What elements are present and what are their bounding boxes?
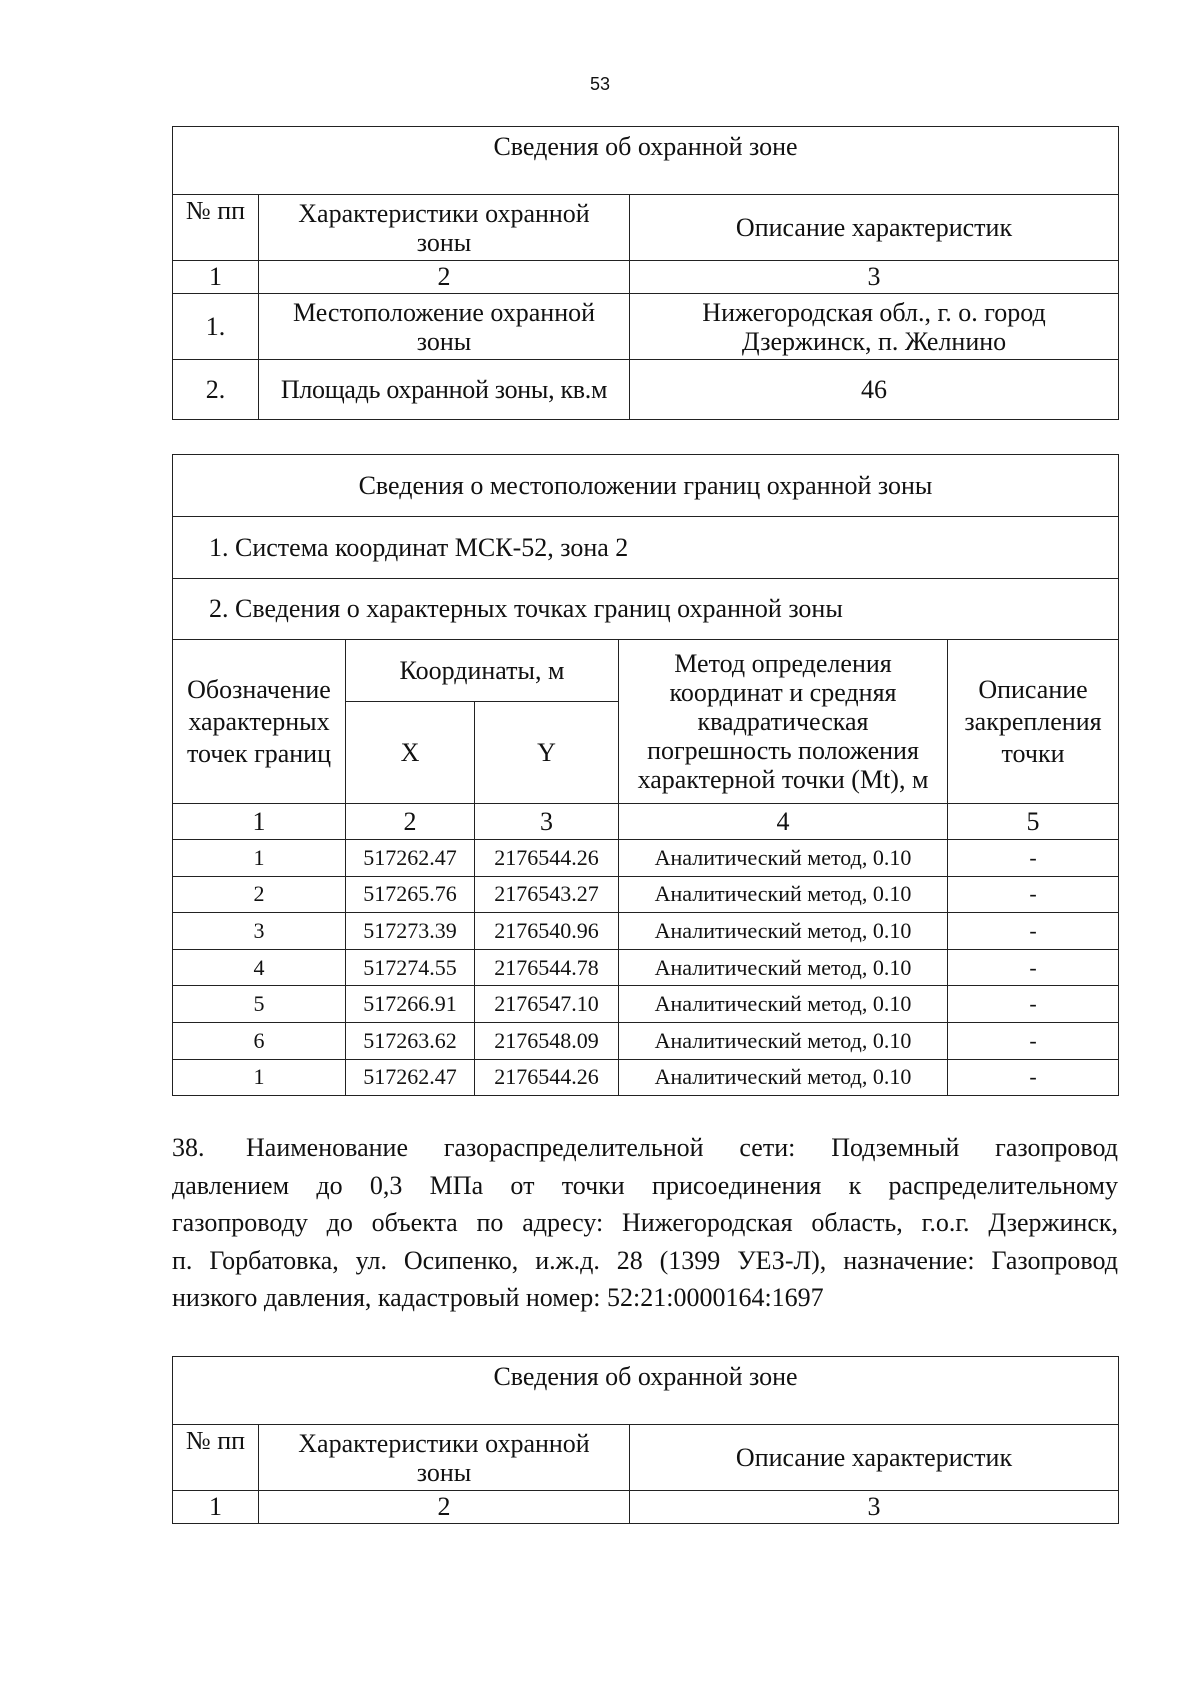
point-method: Аналитический метод, 0.10 [619, 840, 948, 877]
point-method: Аналитический метод, 0.10 [619, 986, 948, 1023]
header-fixing-line: закрепления [964, 706, 1102, 736]
header-x: X [346, 702, 475, 804]
point-y: 2176544.26 [475, 840, 619, 877]
header-method-line: характерной точки (Mt), м [637, 765, 929, 794]
index-cell: 2 [259, 1491, 630, 1524]
point-fixing: - [948, 949, 1119, 986]
index-cell: 3 [630, 261, 1119, 294]
row-num: 2. [173, 360, 259, 420]
header-designation [173, 640, 346, 804]
index-cell: 5 [948, 804, 1119, 840]
point-id: 1 [173, 1059, 346, 1096]
point-x: 517262.47 [346, 840, 475, 877]
protected-zone-table [172, 126, 1119, 420]
page-number: 53 [589, 74, 611, 94]
header-characteristic-line: зоны [416, 227, 472, 257]
table-row [173, 294, 1119, 360]
header-coordinates: Координаты, м [346, 640, 619, 702]
point-x: 517266.91 [346, 986, 475, 1023]
header-description: Описание характеристик [630, 195, 1119, 261]
header-designation-line: точек границ [186, 738, 332, 768]
point-fixing: - [948, 986, 1119, 1023]
row-description [630, 294, 1119, 360]
header-characteristic-line: Характеристики охранной [298, 198, 590, 228]
point-method: Аналитический метод, 0.10 [619, 1022, 948, 1059]
table-title: Сведения об охранной зоне [173, 1357, 1119, 1425]
header-characteristic-line: Характеристики охранной [298, 1428, 590, 1458]
paragraph-line: п. Горбатовка, ул. Осипенко, и.ж.д. 28 (1399 УЕЗ-Л), назначение: Газопровод [172, 1245, 1118, 1275]
row-description-line: Дзержинск, п. Желнино [741, 326, 1007, 356]
header-designation-line: Обозначение [187, 674, 331, 704]
header-description: Описание характеристик [630, 1425, 1119, 1491]
point-fixing: - [948, 876, 1119, 913]
point-x: 517265.76 [346, 876, 475, 913]
table-row [173, 840, 1119, 877]
point-y: 2176540.96 [475, 913, 619, 950]
header-y: Y [475, 702, 619, 804]
header-fixing [948, 640, 1119, 804]
point-id: 6 [173, 1022, 346, 1059]
paragraph-line-text: Наименование газораспределительной сети: Подземный газопровод [246, 1133, 1118, 1162]
row-characteristic: Площадь охранной зоны, кв.м [259, 360, 630, 420]
table-row [173, 1059, 1119, 1096]
paragraph-number: 38. [172, 1133, 205, 1162]
point-id: 5 [173, 986, 346, 1023]
point-fixing: - [948, 840, 1119, 877]
point-id: 4 [173, 949, 346, 986]
point-method: Аналитический метод, 0.10 [619, 876, 948, 913]
index-cell: 1 [173, 804, 346, 840]
row-num: 1. [173, 294, 259, 360]
point-fixing: - [948, 1059, 1119, 1096]
index-cell: 1 [173, 1491, 259, 1524]
index-cell: 4 [619, 804, 948, 840]
paragraph-line [172, 1129, 1118, 1167]
table-row [173, 949, 1119, 986]
point-fixing: - [948, 1022, 1119, 1059]
point-method: Аналитический метод, 0.10 [619, 913, 948, 950]
point-id: 2 [173, 876, 346, 913]
header-characteristic [259, 1425, 630, 1491]
point-x: 517274.55 [346, 949, 475, 986]
table-title: Сведения об охранной зоне [173, 127, 1119, 195]
header-method [619, 640, 948, 804]
header-characteristic [259, 195, 630, 261]
index-cell: 2 [259, 261, 630, 294]
header-designation-line: характерных [188, 706, 330, 736]
index-cell: 1 [173, 261, 259, 294]
index-cell: 2 [346, 804, 475, 840]
paragraph-line: газопроводу до объекта по адресу: Нижегородская область, г.о.г. Дзержинск, [172, 1208, 1118, 1237]
header-fixing-line: точки [1001, 738, 1065, 768]
point-method: Аналитический метод, 0.10 [619, 949, 948, 986]
row-description: 46 [630, 360, 1119, 420]
boundary-points-table [172, 454, 1119, 1096]
index-cell: 3 [630, 1491, 1119, 1524]
table-title: Сведения о местоположении границ охранной зоны [173, 455, 1119, 517]
table-row [173, 1022, 1119, 1059]
header-method-line: квадратическая [697, 707, 869, 736]
points-caption: 2. Сведения о характерных точках границ охранной зоны [173, 579, 1119, 640]
table-row [173, 876, 1119, 913]
coordinate-system: 1. Система координат МСК-52, зона 2 [173, 517, 1119, 579]
protected-zone-table [172, 1356, 1119, 1524]
header-num: № пп [173, 195, 259, 261]
point-x: 517262.47 [346, 1059, 475, 1096]
point-x: 517273.39 [346, 913, 475, 950]
header-fixing-line: Описание [978, 674, 1088, 704]
paragraph-line: давлением до 0,3 МПа от точки присоединения к распределительному [172, 1170, 1118, 1200]
row-characteristic-line: Местоположение охранной [292, 297, 596, 327]
point-id: 3 [173, 913, 346, 950]
point-y: 2176548.09 [475, 1022, 619, 1059]
point-y: 2176544.26 [475, 1059, 619, 1096]
network-description-paragraph [172, 1129, 1118, 1317]
point-y: 2176543.27 [475, 876, 619, 913]
table-row [173, 913, 1119, 950]
header-num: № пп [173, 1425, 259, 1491]
row-characteristic-line: зоны [416, 326, 472, 356]
point-y: 2176544.78 [475, 949, 619, 986]
point-id: 1 [173, 840, 346, 877]
header-method-line: погрешность положения [647, 736, 919, 765]
row-characteristic [259, 294, 630, 360]
table-row [173, 360, 1119, 420]
header-method-line: Метод определения [674, 649, 892, 678]
point-x: 517263.62 [346, 1022, 475, 1059]
point-method: Аналитический метод, 0.10 [619, 1059, 948, 1096]
point-fixing: - [948, 913, 1119, 950]
table-row [173, 986, 1119, 1023]
index-cell: 3 [475, 804, 619, 840]
header-characteristic-line: зоны [416, 1457, 472, 1487]
header-method-line: координат и средняя [669, 678, 897, 707]
point-y: 2176547.10 [475, 986, 619, 1023]
row-description-line: Нижегородская обл., г. о. город [702, 297, 1046, 327]
paragraph-line: низкого давления, кадастровый номер: 52:21:0000164:1697 [172, 1283, 824, 1312]
